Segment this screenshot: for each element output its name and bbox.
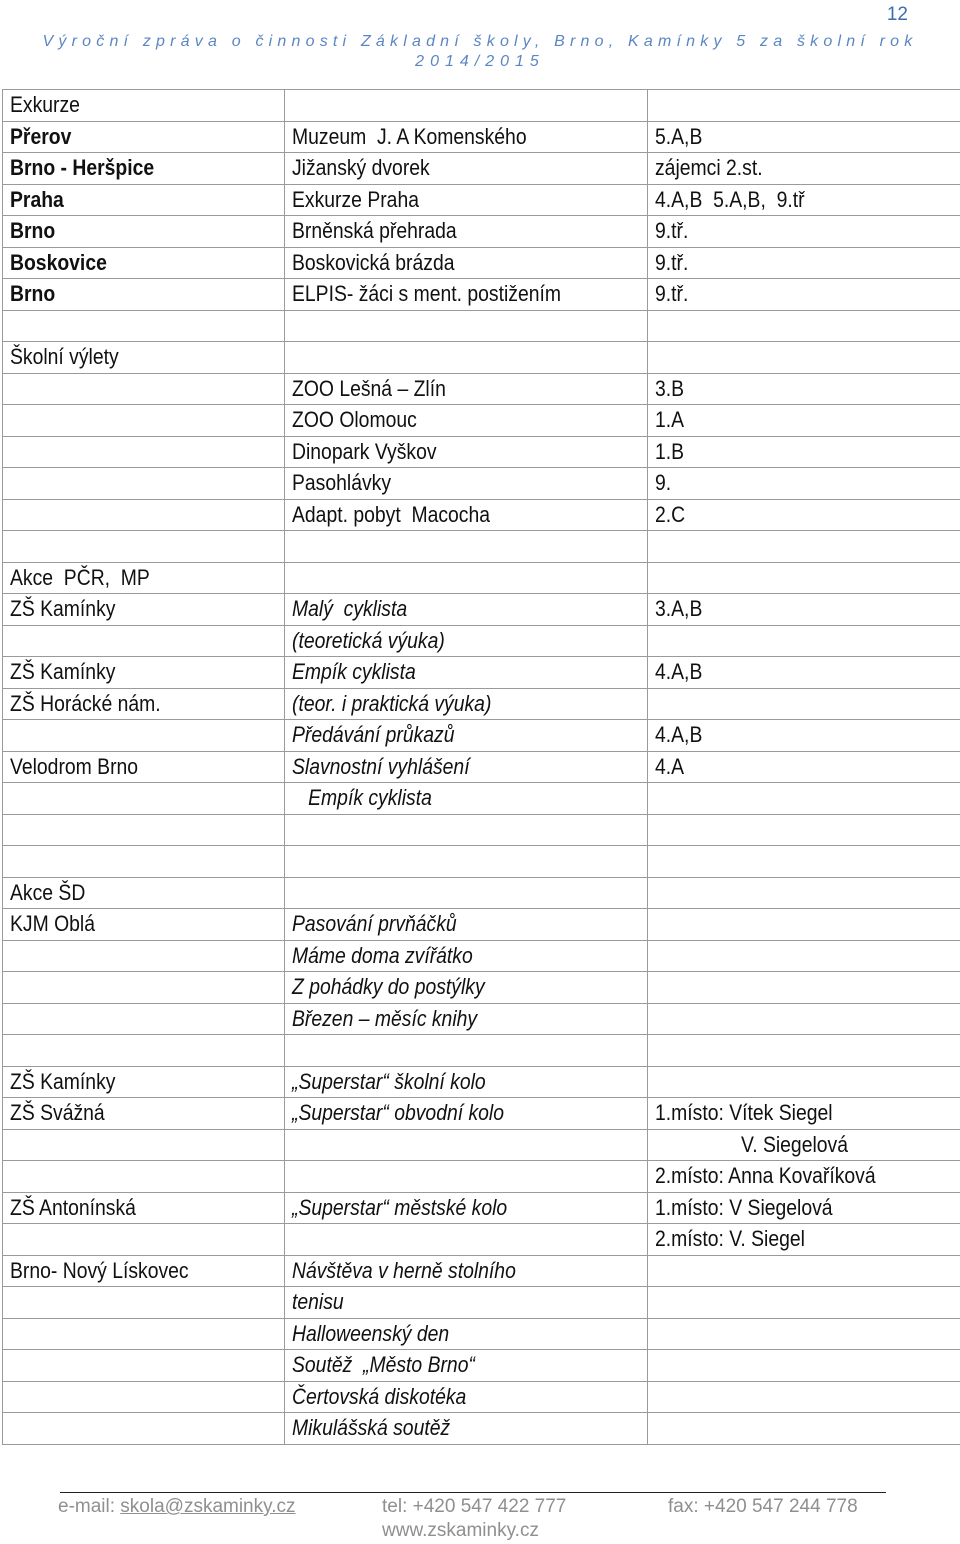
- cell-text: Brno- Nový Lískovec: [10, 1257, 189, 1283]
- table-cell-col1: [3, 468, 285, 500]
- table-cell-col2: [285, 373, 648, 405]
- table-cell-col2: [285, 90, 648, 122]
- table-cell-col1: [3, 184, 285, 216]
- table-row: [3, 625, 960, 657]
- table-cell-col2: [285, 121, 648, 153]
- table-row: [3, 153, 960, 185]
- table-cell-col3: [648, 279, 960, 311]
- cell-text: „Superstar“ školní kolo: [292, 1068, 486, 1094]
- table-cell-col2: [285, 1066, 648, 1098]
- table-cell-col1: [3, 814, 285, 846]
- table-cell-col3: [648, 688, 960, 720]
- table-row: [3, 940, 960, 972]
- table-cell-col2: [285, 153, 648, 185]
- table-cell-col3: [648, 310, 960, 342]
- table-cell-col1: [3, 1255, 285, 1287]
- table-cell-col1: [3, 436, 285, 468]
- table-row: [3, 657, 960, 689]
- cell-text: Velodrom Brno: [10, 753, 139, 779]
- table-cell-col3: [648, 720, 960, 752]
- table-cell-col3: [648, 1318, 960, 1350]
- table-row: [3, 121, 960, 153]
- table-cell-col2: [285, 1224, 648, 1256]
- cell-text: Mikulášská soutěž: [292, 1415, 451, 1441]
- table-cell-col3: [648, 1287, 960, 1319]
- table-row: [3, 814, 960, 846]
- table-cell-col2: [285, 1381, 648, 1413]
- table-row: [3, 1192, 960, 1224]
- cell-text: Březen – měsíc knihy: [292, 1005, 478, 1031]
- cell-text: Boskovice: [10, 249, 107, 275]
- table-cell-col2: [285, 247, 648, 279]
- table-row: [3, 247, 960, 279]
- table-cell-col2: [285, 1413, 648, 1445]
- table-cell-col1: [3, 216, 285, 248]
- table-row: [3, 877, 960, 909]
- table-cell-col1: [3, 940, 285, 972]
- cell-text: 4.A: [655, 753, 685, 779]
- table-cell-col2: [285, 562, 648, 594]
- table-cell-col2: [285, 468, 648, 500]
- table-cell-col3: [648, 1003, 960, 1035]
- footer-email-label: e-mail:: [58, 1496, 121, 1517]
- table-cell-col2: [285, 972, 648, 1004]
- table-row: [3, 1413, 960, 1445]
- table-row: [3, 216, 960, 248]
- table-cell-col2: [285, 814, 648, 846]
- table-cell-col1: [3, 1066, 285, 1098]
- table-row: [3, 468, 960, 500]
- cell-text: ZŠ Horácké nám.: [10, 690, 161, 716]
- table-cell-col1: [3, 1192, 285, 1224]
- table-cell-col2: [285, 342, 648, 374]
- table-cell-col1: [3, 657, 285, 689]
- table-cell-col3: [648, 657, 960, 689]
- cell-text: Akce PČR, MP: [10, 564, 150, 590]
- table-cell-col1: [3, 688, 285, 720]
- table-cell-col3: [648, 783, 960, 815]
- cell-text: Empík cyklista: [292, 785, 432, 811]
- cell-text: 9.tř.: [655, 249, 689, 275]
- cell-text: Adapt. pobyt Macocha: [292, 501, 491, 527]
- table-cell-col1: [3, 1161, 285, 1193]
- cell-text: Čertovská diskotéka: [292, 1383, 467, 1409]
- table-row: [3, 1224, 960, 1256]
- table-row: [3, 405, 960, 437]
- table-cell-col3: [648, 247, 960, 279]
- table-cell-col3: [648, 1098, 960, 1130]
- table-cell-col2: [285, 1003, 648, 1035]
- table-cell-col3: [648, 90, 960, 122]
- table-cell-col2: [285, 1129, 648, 1161]
- table-cell-col3: [648, 972, 960, 1004]
- table-cell-col3: [648, 814, 960, 846]
- cell-text: Brněnská přehrada: [292, 218, 457, 244]
- table-cell-col3: [648, 531, 960, 563]
- table-row: [3, 846, 960, 878]
- table-cell-col1: [3, 1287, 285, 1319]
- table-row: [3, 720, 960, 752]
- table-cell-col1: [3, 625, 285, 657]
- table-cell-col3: [648, 940, 960, 972]
- cell-text: 4.A,B: [655, 722, 703, 748]
- table-row: [3, 1381, 960, 1413]
- footer-fax: fax: +420 547 244 778: [668, 1496, 858, 1517]
- table-row: [3, 1003, 960, 1035]
- table-cell-col1: [3, 153, 285, 185]
- cell-text: 2.místo: V. Siegel: [655, 1226, 805, 1252]
- table-cell-col2: [285, 1318, 648, 1350]
- table-cell-col3: [648, 405, 960, 437]
- table-row: [3, 1066, 960, 1098]
- table-cell-col1: [3, 751, 285, 783]
- table-row: [3, 1318, 960, 1350]
- table-cell-col1: [3, 310, 285, 342]
- table-cell-col3: [648, 373, 960, 405]
- table-cell-col2: [285, 184, 648, 216]
- table-cell-col2: [285, 720, 648, 752]
- cell-text: Přerov: [10, 123, 72, 149]
- table-cell-col2: [285, 405, 648, 437]
- table-cell-col1: [3, 1098, 285, 1130]
- table-cell-col3: [648, 1350, 960, 1382]
- table-row: [3, 184, 960, 216]
- table-row: [3, 1255, 960, 1287]
- table-row: [3, 90, 960, 122]
- table-cell-col3: [648, 499, 960, 531]
- cell-text: zájemci 2.st.: [655, 155, 763, 181]
- table-cell-col2: [285, 1192, 648, 1224]
- table-cell-col2: [285, 909, 648, 941]
- cell-text: Boskovická brázda: [292, 249, 455, 275]
- table-cell-col2: [285, 531, 648, 563]
- table-cell-col3: [648, 1035, 960, 1067]
- cell-text: ZOO Olomouc: [292, 407, 417, 433]
- table-cell-col1: [3, 1413, 285, 1445]
- table-row: [3, 688, 960, 720]
- table-cell-col1: [3, 121, 285, 153]
- table-cell-col3: [648, 1413, 960, 1445]
- table-cell-col2: [285, 625, 648, 657]
- table-cell-col1: [3, 373, 285, 405]
- table-cell-col2: [285, 310, 648, 342]
- cell-text: ZŠ Svážná: [10, 1100, 105, 1126]
- table-cell-col2: [285, 940, 648, 972]
- table-row: [3, 1098, 960, 1130]
- cell-text: ELPIS- žáci s ment. postižením: [292, 281, 561, 307]
- table-row: [3, 279, 960, 311]
- table-cell-col2: [285, 594, 648, 626]
- cell-text: 3.A,B: [655, 596, 703, 622]
- cell-text: ZŠ Antonínská: [10, 1194, 136, 1220]
- header-line-1: Výroční zpráva o činnosti Základní školy, Brno, Kamínky 5 za školní rok: [42, 33, 918, 50]
- table-cell-col3: [648, 1224, 960, 1256]
- table-cell-col1: [3, 1350, 285, 1382]
- cell-text: Školní výlety: [10, 344, 119, 370]
- table-cell-col3: [648, 1255, 960, 1287]
- table-cell-col1: [3, 405, 285, 437]
- table-cell-col1: [3, 1035, 285, 1067]
- cell-text: Z pohádky do postýlky: [292, 974, 485, 1000]
- table-cell-col2: [285, 1287, 648, 1319]
- table-cell-col3: [648, 216, 960, 248]
- cell-text: Exkurze Praha: [292, 186, 419, 212]
- table-cell-col1: [3, 90, 285, 122]
- table-cell-col3: [648, 562, 960, 594]
- cell-text: Malý cyklista: [292, 596, 408, 622]
- table-cell-col2: [285, 1161, 648, 1193]
- cell-text: Brno - Heršpice: [10, 155, 155, 181]
- cell-text: 4.A,B 5.A,B, 9.tř: [655, 186, 805, 212]
- cell-text: ZOO Lešná – Zlín: [292, 375, 446, 401]
- table-cell-col1: [3, 909, 285, 941]
- footer-divider: [60, 1492, 886, 1493]
- table-cell-col1: [3, 342, 285, 374]
- table-cell-col2: [285, 657, 648, 689]
- cell-text: 3.B: [655, 375, 685, 401]
- cell-text: 2.C: [655, 501, 686, 527]
- table-cell-col2: [285, 877, 648, 909]
- table-cell-col1: [3, 1318, 285, 1350]
- cell-text: Návštěva v herně stolního: [292, 1257, 516, 1283]
- table-cell-col1: [3, 720, 285, 752]
- table-cell-col3: [648, 1161, 960, 1193]
- activities-table-body: [3, 90, 960, 1445]
- table-cell-col3: [648, 436, 960, 468]
- table-cell-col2: [285, 1098, 648, 1130]
- activities-table: [2, 89, 960, 1445]
- table-cell-col1: [3, 1381, 285, 1413]
- table-cell-col1: [3, 972, 285, 1004]
- table-cell-col3: [648, 468, 960, 500]
- table-row: [3, 1350, 960, 1382]
- table-cell-col3: [648, 184, 960, 216]
- cell-text: Slavnostní vyhlášení: [292, 753, 470, 779]
- table-cell-col3: [648, 153, 960, 185]
- table-cell-col3: [648, 1192, 960, 1224]
- cell-text: 1.B: [655, 438, 685, 464]
- cell-text: Pasování prvňáčků: [292, 911, 457, 937]
- cell-text: 9.tř.: [655, 218, 689, 244]
- cell-text: Exkurze: [10, 92, 80, 118]
- table-row: [3, 531, 960, 563]
- table-cell-col1: [3, 247, 285, 279]
- cell-text: Soutěž „Město Brno“: [292, 1352, 475, 1378]
- table-cell-col2: [285, 1350, 648, 1382]
- table-row: [3, 1161, 960, 1193]
- table-cell-col3: [648, 625, 960, 657]
- cell-text: Empík cyklista: [292, 659, 416, 685]
- table-cell-col2: [285, 688, 648, 720]
- table-cell-col3: [648, 877, 960, 909]
- cell-text: „Superstar“ obvodní kolo: [292, 1100, 504, 1126]
- table-cell-col1: [3, 1003, 285, 1035]
- table-row: [3, 1287, 960, 1319]
- cell-text: 1.místo: V Siegelová: [655, 1194, 833, 1220]
- table-row: [3, 499, 960, 531]
- table-cell-col2: [285, 436, 648, 468]
- cell-text: Brno: [10, 218, 56, 244]
- table-cell-col3: [648, 1129, 960, 1161]
- table-cell-col1: [3, 846, 285, 878]
- cell-text: (teor. i praktická výuka): [292, 690, 492, 716]
- cell-text: V. Siegelová: [655, 1131, 848, 1157]
- table-cell-col3: [648, 751, 960, 783]
- table-cell-col3: [648, 121, 960, 153]
- table-cell-col2: [285, 1255, 648, 1287]
- footer-website: www.zskaminky.cz: [382, 1520, 539, 1541]
- cell-text: ZŠ Kamínky: [10, 659, 116, 685]
- cell-text: 9.: [655, 470, 672, 496]
- table-cell-col1: [3, 279, 285, 311]
- table-cell-col3: [648, 594, 960, 626]
- cell-text: Jižanský dvorek: [292, 155, 430, 181]
- cell-text: Praha: [10, 186, 64, 212]
- table-cell-col3: [648, 1381, 960, 1413]
- table-cell-col1: [3, 531, 285, 563]
- table-cell-col2: [285, 783, 648, 815]
- header-line-2: 2014/2015: [415, 53, 545, 70]
- table-cell-col1: [3, 594, 285, 626]
- cell-text: „Superstar“ městské kolo: [292, 1194, 508, 1220]
- document-header: [0, 32, 960, 72]
- table-cell-col3: [648, 342, 960, 374]
- table-row: [3, 909, 960, 941]
- page-number: 12: [886, 4, 908, 25]
- cell-text: ZŠ Kamínky: [10, 1068, 116, 1094]
- footer-email: [58, 1496, 296, 1518]
- table-cell-col2: [285, 1035, 648, 1067]
- table-row: [3, 342, 960, 374]
- cell-text: Akce ŠD: [10, 879, 86, 905]
- cell-text: Máme doma zvířátko: [292, 942, 473, 968]
- cell-text: Brno: [10, 281, 56, 307]
- table-cell-col1: [3, 562, 285, 594]
- cell-text: 1.místo: Vítek Siegel: [655, 1100, 833, 1126]
- table-cell-col2: [285, 751, 648, 783]
- table-row: [3, 562, 960, 594]
- table-cell-col2: [285, 499, 648, 531]
- table-cell-col3: [648, 909, 960, 941]
- cell-text: (teoretická výuka): [292, 627, 445, 653]
- table-row: [3, 373, 960, 405]
- table-cell-col1: [3, 499, 285, 531]
- cell-text: Předávání průkazů: [292, 722, 455, 748]
- cell-text: 4.A,B: [655, 659, 703, 685]
- table-cell-col3: [648, 846, 960, 878]
- cell-text: Halloweenský den: [292, 1320, 450, 1346]
- table-row: [3, 1129, 960, 1161]
- table-row: [3, 436, 960, 468]
- table-cell-col2: [285, 846, 648, 878]
- cell-text: Dinopark Vyškov: [292, 438, 437, 464]
- cell-text: ZŠ Kamínky: [10, 596, 116, 622]
- table-row: [3, 751, 960, 783]
- table-cell-col1: [3, 1224, 285, 1256]
- table-cell-col2: [285, 279, 648, 311]
- table-cell-col1: [3, 1129, 285, 1161]
- cell-text: Pasohlávky: [292, 470, 392, 496]
- cell-text: KJM Oblá: [10, 911, 96, 937]
- table-row: [3, 1035, 960, 1067]
- cell-text: 2.místo: Anna Kovaříková: [655, 1163, 876, 1189]
- cell-text: Muzeum J. A Komenského: [292, 123, 527, 149]
- table-cell-col3: [648, 1066, 960, 1098]
- table-cell-col1: [3, 783, 285, 815]
- table-row: [3, 783, 960, 815]
- table-cell-col2: [285, 216, 648, 248]
- table-row: [3, 972, 960, 1004]
- table-row: [3, 310, 960, 342]
- footer-email-link[interactable]: skola@zskaminky.cz: [120, 1496, 296, 1517]
- cell-text: tenisu: [292, 1289, 344, 1315]
- cell-text: 1.A: [655, 407, 685, 433]
- footer-phone: tel: +420 547 422 777: [382, 1496, 567, 1517]
- table-cell-col1: [3, 877, 285, 909]
- table-row: [3, 594, 960, 626]
- cell-text: 9.tř.: [655, 281, 689, 307]
- cell-text: 5.A,B: [655, 123, 703, 149]
